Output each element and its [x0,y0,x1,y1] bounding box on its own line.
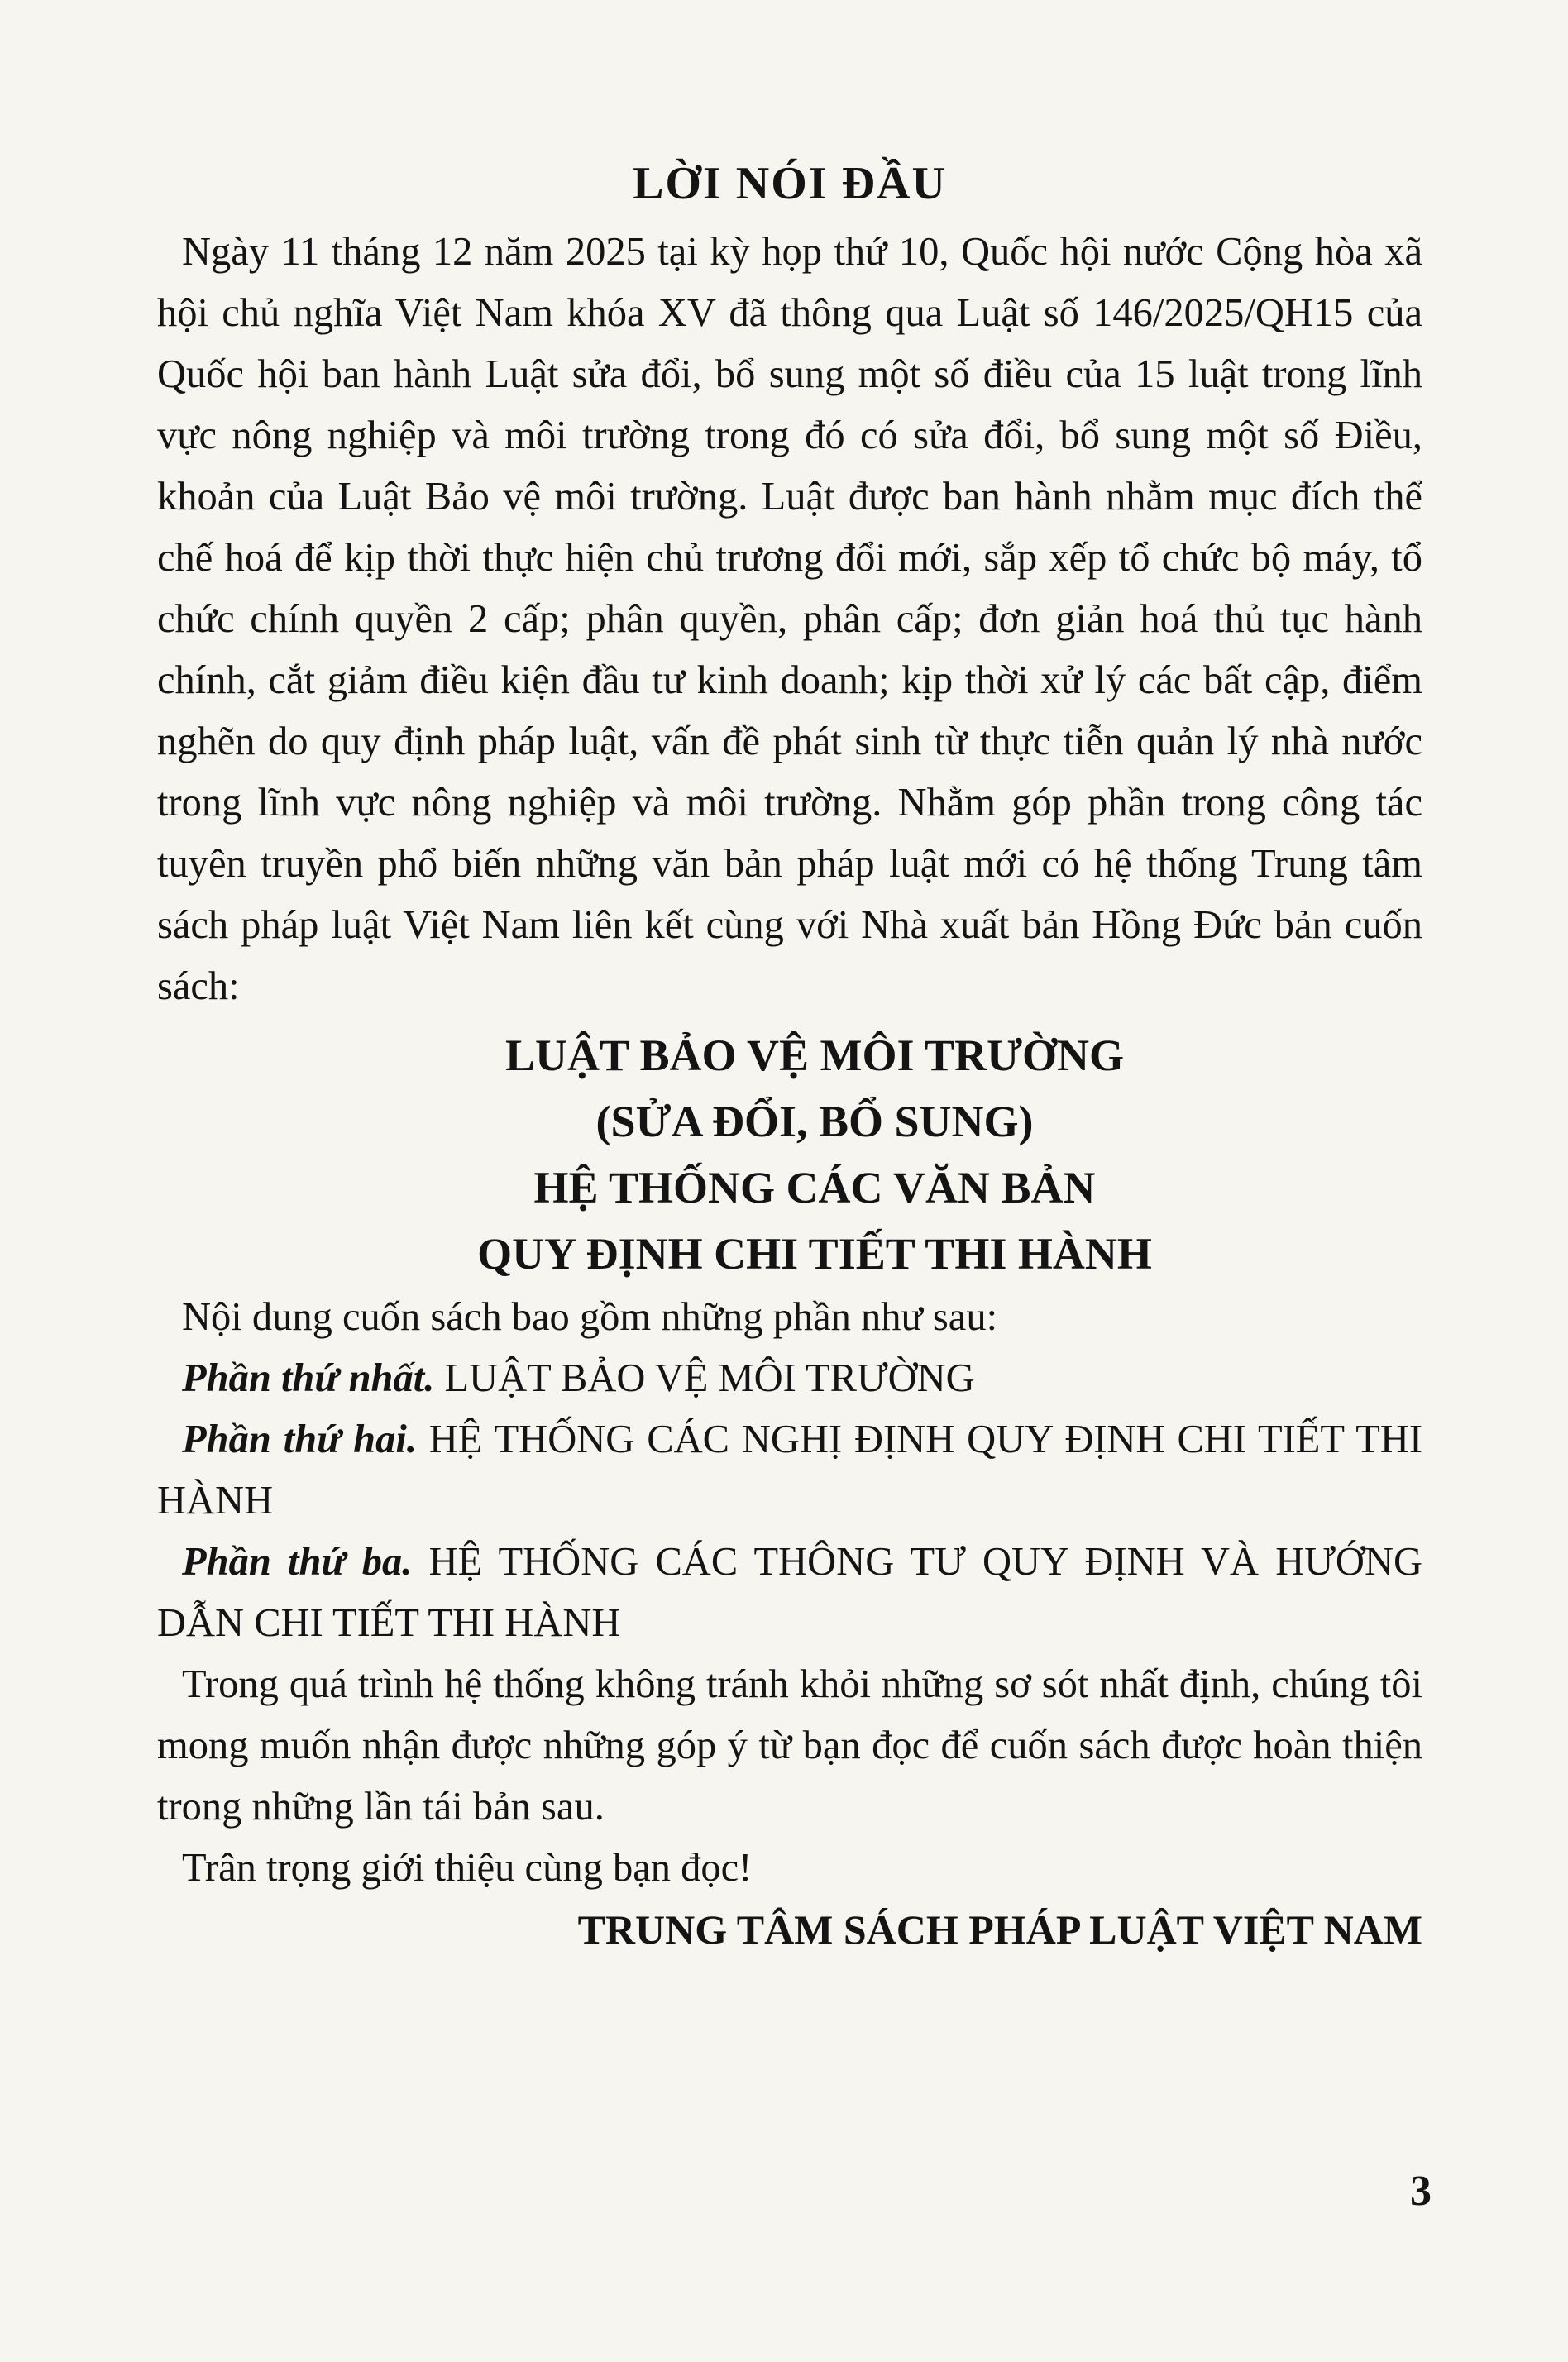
page-number: 3 [1410,2168,1432,2215]
part-label: Phần thứ ba. [182,1540,413,1584]
part-item [157,1348,1422,1409]
part-label: Phần thứ nhất. [182,1356,435,1400]
book-title-line: HỆ THỐNG CÁC VĂN BẢN [533,1163,1096,1212]
book-title-line: LUẬT BẢO VỆ MÔI TRƯỜNG [504,1030,1125,1080]
preface-content [157,149,1422,1960]
book-title-line: (SỬA ĐỔI, BỔ SUNG) [595,1097,1034,1146]
greeting: Trân trọng giới thiệu cùng bạn đọc! [182,1846,753,1890]
book-title [157,1022,1422,1287]
book-title-line: QUY ĐỊNH CHI TIẾT THI HÀNH [477,1229,1152,1279]
page-title: LỜI NÓI ĐẦU [633,158,947,209]
intro-paragraph: Ngày 11 tháng 12 năm 2025 tại kỳ họp thứ 10, Quốc hội nước Cộng hòa xã hội chủ nghĩa Việt Nam khóa XV đã thông qua Luật số 146/2025/QH15 của Quốc hội ban hành Luật sửa đổi, bổ sung một số điều của 15 luật trong lĩnh vực nông nghiệp và môi trường trong đó có sửa đổi, bổ sung một số Điều, khoản của Luật Bảo vệ môi trường. Luật được ban hành nhằm mục đích thể chế hoá để kịp thời thực hiện chủ trương đổi mới, sắp xếp tổ chức bộ máy, tổ chức chính quyền 2 cấp; phân quyền, phân cấp; đơn giản hoá thủ tục hành chính, cắt giảm điều kiện đầu tư kinh doanh; kịp thời xử lý các bất cập, điểm nghẽn do quy định pháp luật, vấn đề phát sinh từ thực tiễn quản lý nhà nước trong lĩnh vực nông nghiệp và môi trường. Nhằm góp phần trong công tác tuyên truyền phổ biến những văn bản pháp luật mới có hệ thống Trung tâm sách pháp luật Việt Nam liên kết cùng với Nhà xuất bản Hồng Đức bản cuốn sách: [157,230,1422,1008]
part-text: LUẬT BẢO VỆ MÔI TRƯỜNG [444,1356,975,1400]
closing-paragraph: Trong quá trình hệ thống không tránh khỏi những sơ sót nhất định, chúng tôi mong muốn nhận được những góp ý từ bạn đọc để cuốn sách được hoàn thiện trong những lần tái bản sau. [157,1662,1422,1829]
part-text: HỆ THỐNG CÁC NGHỊ ĐỊNH QUY ĐỊNH CHI TIẾT THI HÀNH [157,1418,1423,1523]
part-item [157,1532,1422,1654]
signature: TRUNG TÂM SÁCH PHÁP LUẬT VIỆT NAM [577,1906,1422,1953]
part-text: HỆ THỐNG CÁC THÔNG TƯ QUY ĐỊNH VÀ HƯỚNG DẪN CHI TIẾT THI HÀNH [157,1540,1423,1645]
part-label: Phần thứ hai. [182,1418,417,1461]
contents-intro: Nội dung cuốn sách bao gồm những phần như sau: [182,1295,998,1339]
part-item [157,1409,1422,1532]
